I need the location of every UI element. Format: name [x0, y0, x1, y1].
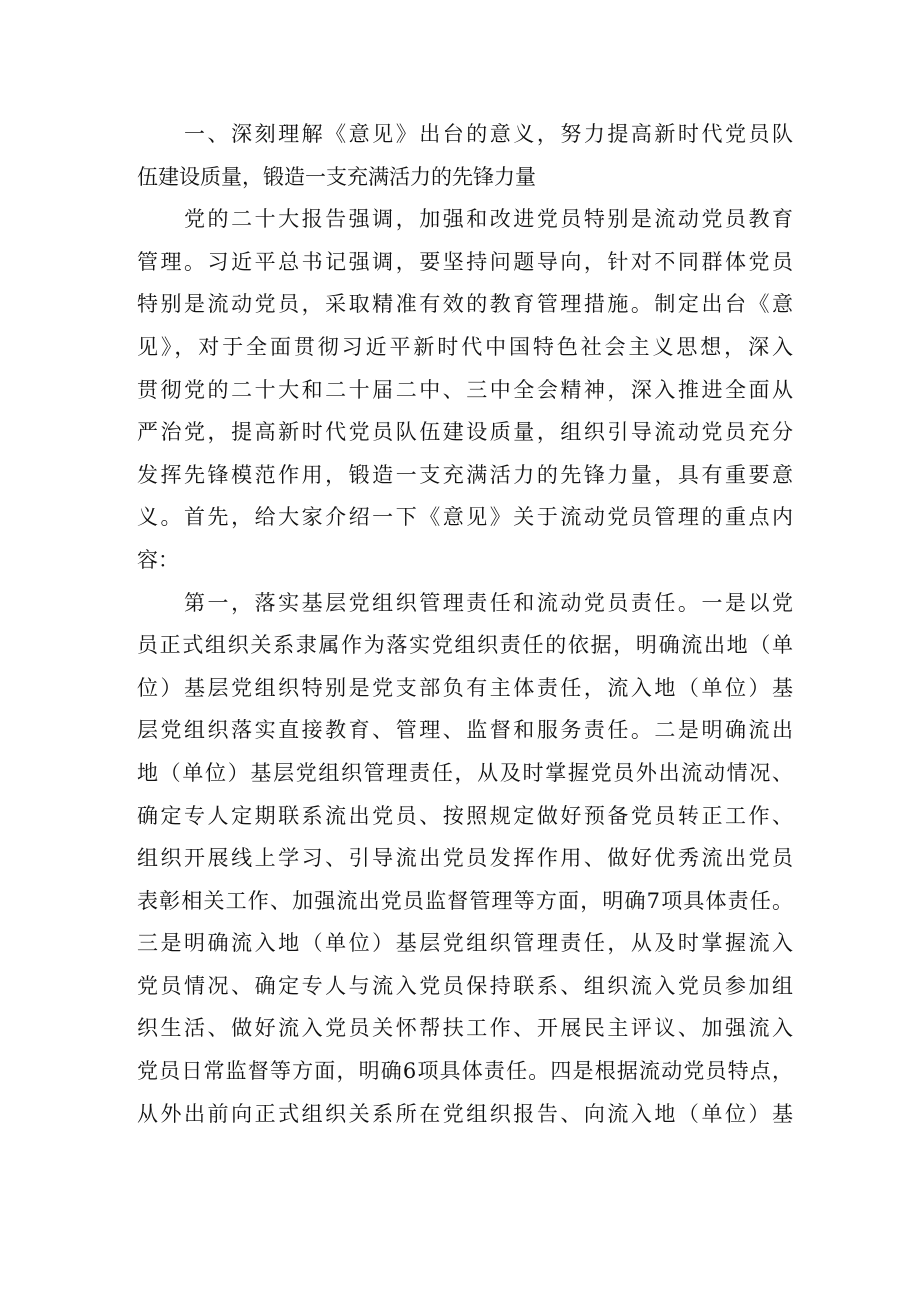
heading-line-2: 伍建设质量，锻造一支充满活力的先锋力量 [137, 164, 536, 189]
paragraph-line: 党的二十大报告强调，加强和改进党员特别是流动党员教育 [137, 207, 793, 232]
paragraph-line: 发挥先锋模范作用，锻造一支充满活力的先锋力量，具有重要意 [137, 462, 793, 487]
paragraph-line: 织生活、做好流入党员关怀帮扶工作、开展民主评议、加强流入 [137, 1016, 793, 1041]
paragraph-line: 表彰相关工作、加强流出党员监督管理等方面，明确7项具体责任。 [137, 888, 793, 913]
paragraph-line: 层党组织落实直接教育、管理、监督和服务责任。二是明确流出 [137, 718, 793, 743]
paragraph-significance [137, 198, 793, 581]
paragraph-line: 党员日常监督等方面，明确6项具体责任。四是根据流动党员特点， [137, 1059, 793, 1084]
paragraph-line: 党员情况、确定专人与流入党员保持联系、组织流入党员参加组 [137, 973, 793, 998]
paragraph-line: 管理。习近平总书记强调，要坚持问题导向，针对不同群体党员 [137, 249, 793, 274]
paragraph-line: 第一，落实基层党组织管理责任和流动党员责任。一是以党 [137, 590, 793, 615]
paragraph-line: 从外出前向正式组织关系所在党组织报告、向流入地（单位）基 [137, 1101, 793, 1126]
paragraph-line: 容： [137, 547, 179, 572]
paragraph-line: 组织开展线上学习、引导流出党员发挥作用、做好优秀流出党员 [137, 846, 793, 871]
paragraph-line: 见》，对于全面贯彻习近平新时代中国特色社会主义思想，深入 [137, 334, 793, 359]
paragraph-responsibilities [137, 582, 793, 1136]
section-heading [137, 113, 793, 198]
paragraph-line: 员正式组织关系隶属作为落实党组织责任的依据，明确流出地（单 [137, 633, 793, 658]
paragraph-line: 确定专人定期联系流出党员、按照规定做好预备党员转正工作、 [137, 803, 793, 828]
paragraph-line: 义。首先，给大家介绍一下《意见》关于流动党员管理的重点内 [137, 505, 793, 530]
paragraph-line: 贯彻党的二十大和二十届二中、三中全会精神，深入推进全面从 [137, 377, 793, 402]
heading-line-1: 一、深刻理解《意见》出台的意义，努力提高新时代党员队 [137, 122, 793, 146]
document-page [137, 113, 793, 1135]
paragraph-line: 三是明确流入地（单位）基层党组织管理责任，从及时掌握流入 [137, 931, 793, 956]
paragraph-line: 地（单位）基层党组织管理责任，从及时掌握党员外出流动情况、 [137, 760, 793, 785]
paragraph-line: 严治党，提高新时代党员队伍建设质量，组织引导流动党员充分 [137, 420, 793, 445]
paragraph-line: 特别是流动党员，采取精准有效的教育管理措施。制定出台《意 [137, 292, 793, 317]
paragraph-line: 位）基层党组织特别是党支部负有主体责任，流入地（单位）基 [137, 675, 793, 700]
